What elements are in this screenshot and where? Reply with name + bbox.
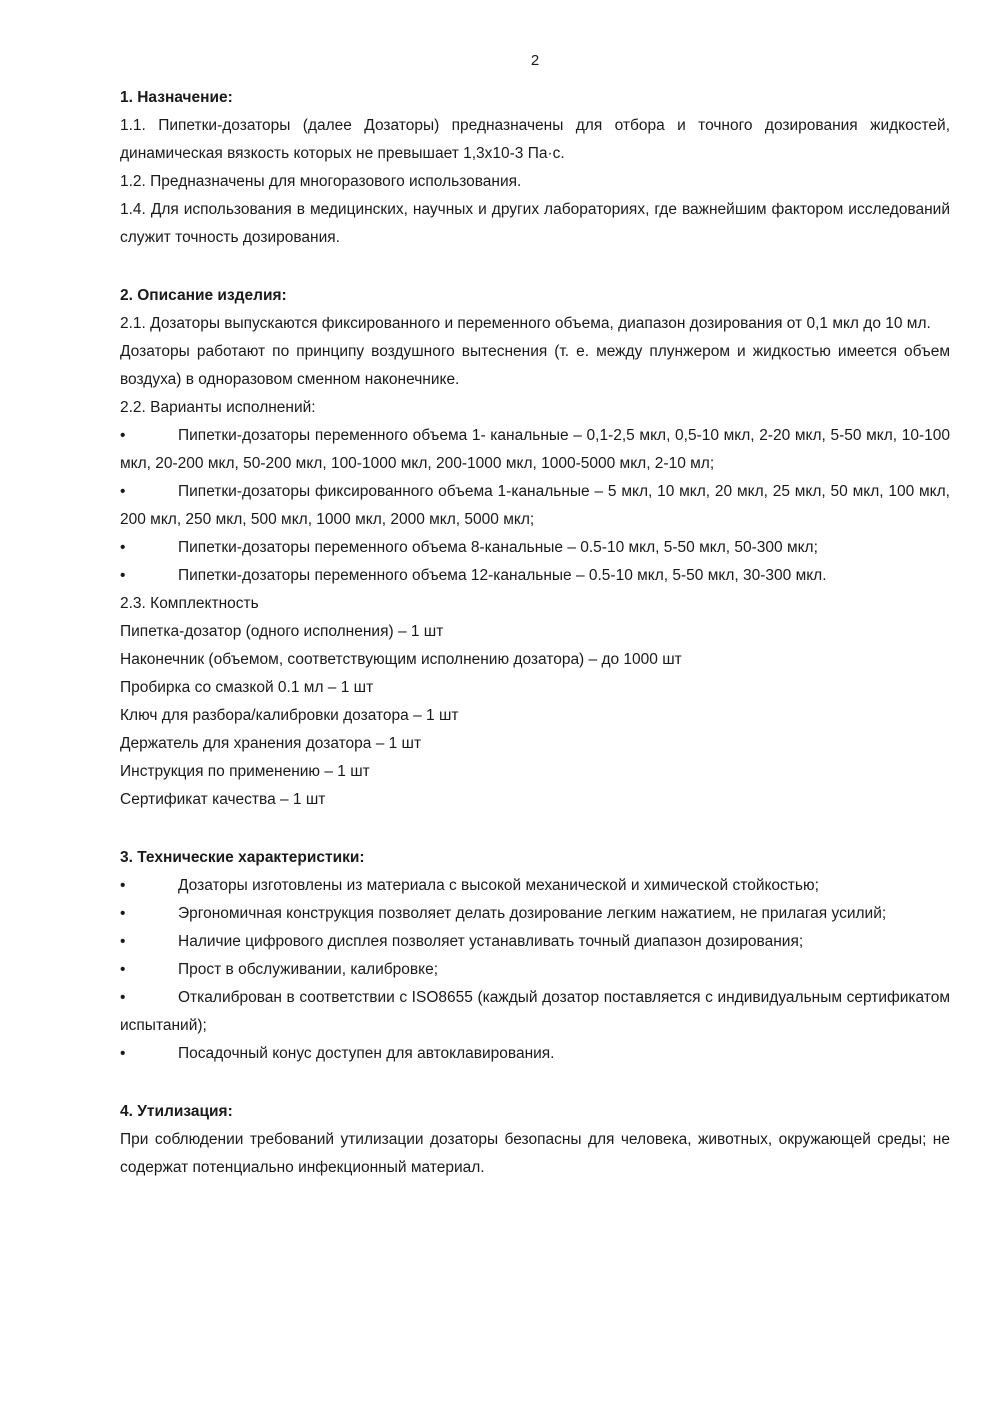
variant-bullet-item — [120, 422, 950, 478]
completeness-item: Держатель для хранения дозатора – 1 шт — [120, 735, 422, 752]
bullet-icon: • — [120, 483, 126, 500]
paragraph-1-2: 1.2. Предназначены для многоразового использования. — [120, 173, 522, 190]
section-description-heading: 2. Описание изделия: — [120, 287, 287, 304]
section-disposal — [120, 1098, 950, 1182]
bullet-icon: • — [120, 961, 126, 978]
bullet-icon: • — [120, 427, 126, 444]
variant-bullet-text: Пипетки-дозаторы переменного объема 12-канальные – 0.5-10 мкл, 5-50 мкл, 30-300 мкл. — [178, 567, 827, 584]
section-purpose-heading: 1. Назначение: — [120, 89, 233, 106]
paragraph-4-1: При соблюдении требований утилизации дозаторы безопасны для человека, животных, окружающей среды; не содержат потенциально инфекционный материал. — [120, 1131, 950, 1176]
variant-bullet-item — [120, 478, 950, 534]
variant-bullet-text: Пипетки-дозаторы переменного объема 1- канальные – 0,1-2,5 мкл, 0,5-10 мкл, 2-20 мкл, 5-50 мкл, 10-100 мкл, 20-200 мкл, 50-200 мкл, 100-1000 мкл, 200-1000 мкл, 1000-5000 мкл, 2-10 мл; — [120, 427, 950, 472]
bullet-icon: • — [120, 1045, 126, 1062]
spec-bullet-text: Посадочный конус доступен для автоклавирования. — [178, 1045, 555, 1062]
section-disposal-heading: 4. Утилизация: — [120, 1103, 233, 1120]
variant-bullet-text: Пипетки-дозаторы фиксированного объема 1-канальные – 5 мкл, 10 мкл, 20 мкл, 25 мкл, 50 мкл, 100 мкл, 200 мкл, 250 мкл, 500 мкл, 1000 мкл, 2000 мкл, 5000 мкл; — [120, 483, 950, 528]
bullet-icon: • — [120, 933, 126, 950]
spec-bullet-item — [120, 900, 950, 928]
completeness-item: Сертификат качества – 1 шт — [120, 791, 326, 808]
completeness-item: Инструкция по применению – 1 шт — [120, 763, 370, 780]
spec-bullet-item — [120, 956, 950, 984]
spec-bullet-item — [120, 928, 950, 956]
paragraph-2-principle: Дозаторы работают по принципу воздушного вытеснения (т. е. между плунжером и жидкостью имеется объем воздуха) в одноразовом сменном наконечнике. — [120, 343, 950, 388]
bullet-icon: • — [120, 567, 126, 584]
spec-bullet-text: Эргономичная конструкция позволяет делать дозирование легким нажатием, не прилагая усилий; — [178, 905, 887, 922]
completeness-item: Ключ для разбора/калибровки дозатора – 1 шт — [120, 707, 459, 724]
spec-bullet-text: Откалиброван в соответствии с ISO8655 (каждый дозатор поставляется с индивидуальным сертификатом испытаний); — [120, 989, 950, 1034]
bullet-icon: • — [120, 989, 126, 1006]
spec-bullet-item — [120, 872, 950, 900]
completeness-heading: 2.3. Комплектность — [120, 595, 259, 612]
variant-bullet-item — [120, 534, 950, 562]
spec-bullet-text: Прост в обслуживании, калибровке; — [178, 961, 438, 978]
completeness-item: Пробирка со смазкой 0.1 мл – 1 шт — [120, 679, 374, 696]
bullet-icon: • — [120, 539, 126, 556]
variant-bullet-item — [120, 562, 950, 590]
bullet-icon: • — [120, 877, 126, 894]
section-purpose — [120, 84, 950, 252]
spec-bullet-item — [120, 984, 950, 1040]
spec-bullet-text: Наличие цифрового дисплея позволяет устанавливать точный диапазон дозирования; — [178, 933, 804, 950]
section-specs — [120, 844, 950, 1068]
paragraph-2-2: 2.2. Варианты исполнений: — [120, 399, 316, 416]
paragraph-1-1: 1.1. Пипетки-дозаторы (далее Дозаторы) предназначены для отбора и точного дозирования жидкостей, динамическая вязкость которых не превышает 1,3х10-3 Па·с. — [120, 117, 950, 162]
variant-bullet-text: Пипетки-дозаторы переменного объема 8-канальные – 0.5-10 мкл, 5-50 мкл, 50-300 мкл; — [178, 539, 818, 556]
paragraph-1-4: 1.4. Для использования в медицинских, научных и других лабораториях, где важнейшим фактором исследований служит точность дозирования. — [120, 201, 950, 246]
spec-bullet-item — [120, 1040, 950, 1068]
section-description — [120, 282, 950, 814]
spec-bullet-text: Дозаторы изготовлены из материала с высокой механической и химической стойкостью; — [178, 877, 819, 894]
section-specs-heading: 3. Технические характеристики: — [120, 849, 365, 866]
paragraph-2-1: 2.1. Дозаторы выпускаются фиксированного и переменного объема, диапазон дозирования от 0,1 мкл до 10 мл. — [120, 315, 931, 332]
completeness-item: Пипетка-дозатор (одного исполнения) – 1 шт — [120, 623, 444, 640]
completeness-item: Наконечник (объемом, соответствующим исполнению дозатора) – до 1000 шт — [120, 651, 682, 668]
page-number: 2 — [530, 52, 540, 69]
bullet-icon: • — [120, 905, 126, 922]
